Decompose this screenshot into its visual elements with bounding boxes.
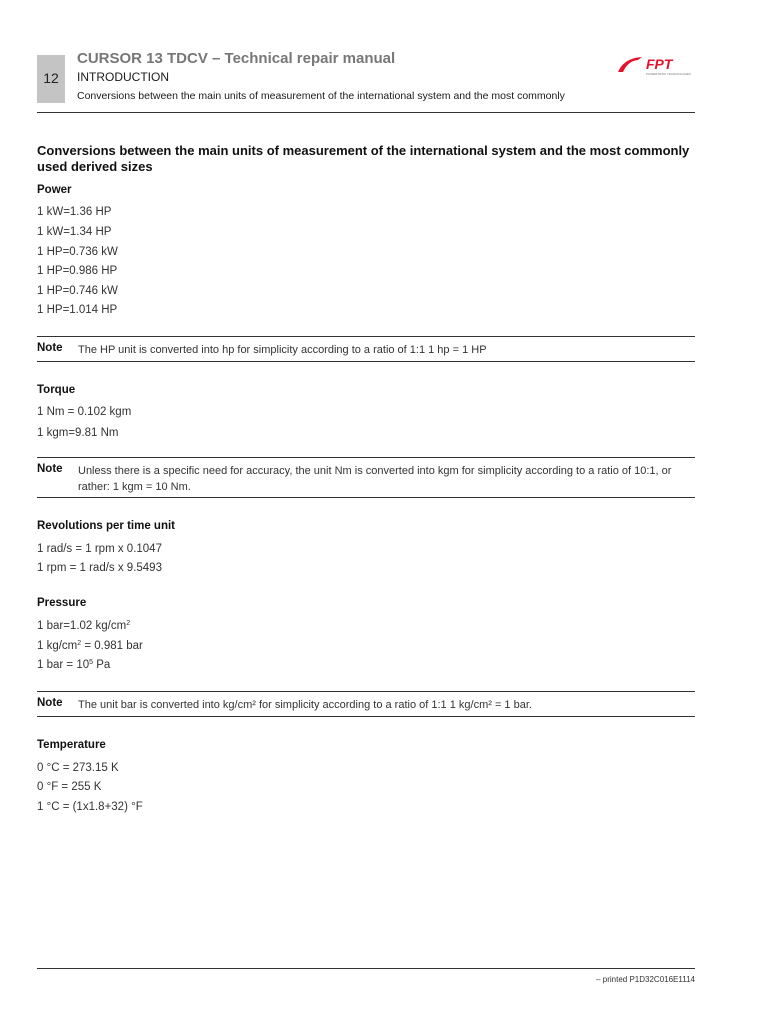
pressure-line <box>37 659 110 671</box>
power-heading: Power <box>37 184 72 196</box>
torque-line: 1 kgm=9.81 Nm <box>37 427 119 439</box>
fpt-logo-text: FPT <box>646 56 673 72</box>
power-line: 1 kW=1.34 HP <box>37 226 112 238</box>
note-label: Note <box>37 342 63 354</box>
pressure-line-text: Pa <box>93 659 111 671</box>
fpt-logo <box>616 54 698 78</box>
footer-divider <box>37 968 695 969</box>
fpt-logo-tagline: POWERTRAIN TECHNOLOGIES <box>646 72 691 76</box>
pressure-line <box>37 640 143 652</box>
power-line: 1 HP=0.746 kW <box>37 285 118 297</box>
temperature-line: 0 °C = 273.15 K <box>37 762 119 774</box>
note-box <box>37 691 695 717</box>
superscript: 2 <box>126 620 131 627</box>
note-label: Note <box>37 697 63 709</box>
pressure-line-text: 1 bar=1.02 kg/cm <box>37 620 127 632</box>
section-subtitle: Conversions between the main units of measurement of the international system and the most commonly <box>77 90 565 102</box>
temperature-line: 1 °C = (1x1.8+32) °F <box>37 801 143 813</box>
pressure-line-text: = 0.981 bar <box>81 640 143 652</box>
superscript: 5 <box>89 659 94 666</box>
pressure-line-text: 1 bar = 10 <box>37 659 90 671</box>
pressure-heading: Pressure <box>37 597 87 609</box>
fpt-logo-swoosh <box>618 57 642 72</box>
revolutions-line: 1 rpm = 1 rad/s x 9.5493 <box>37 562 162 574</box>
header-divider <box>37 112 695 113</box>
note-label: Note <box>37 463 63 475</box>
revolutions-line: 1 rad/s = 1 rpm x 0.1047 <box>37 543 162 555</box>
note-box <box>37 336 695 362</box>
note-box <box>37 457 695 498</box>
power-line: 1 HP=0.736 kW <box>37 246 118 258</box>
torque-heading: Torque <box>37 384 76 396</box>
manual-title: CURSOR 13 TDCV – Technical repair manual <box>77 50 396 67</box>
power-line: 1 HP=0.986 HP <box>37 265 118 277</box>
section-name: INTRODUCTION <box>77 70 169 84</box>
page-number: 12 <box>43 70 59 86</box>
pressure-line-text: 1 kg/cm <box>37 640 78 652</box>
temperature-heading: Temperature <box>37 739 106 751</box>
note-text: The unit bar is converted into kg/cm² for simplicity according to a ratio of 1:1 1 kg/cm² = 1 bar. <box>78 699 532 711</box>
power-line: 1 HP=1.014 HP <box>37 304 118 316</box>
print-code: – printed P1D32C016E1114 <box>596 975 695 984</box>
revolutions-heading: Revolutions per time unit <box>37 520 176 532</box>
main-heading: Conversions between the main units of measurement of the international system and the most commonly used derived sizes <box>37 143 690 174</box>
power-line: 1 kW=1.36 HP <box>37 206 112 218</box>
pressure-line <box>37 620 130 632</box>
note-text: Unless there is a specific need for accuracy, the unit Nm is converted into kgm for simplicity according to a ratio of 10:1, or rather: 1 kgm = 10 Nm. <box>78 465 672 493</box>
note-text: The HP unit is converted into hp for simplicity according to a ratio of 1:1 1 hp = 1 HP <box>78 344 487 356</box>
superscript: 2 <box>77 640 82 647</box>
torque-line: 1 Nm = 0.102 kgm <box>37 406 132 418</box>
temperature-line: 0 °F = 255 K <box>37 781 102 793</box>
